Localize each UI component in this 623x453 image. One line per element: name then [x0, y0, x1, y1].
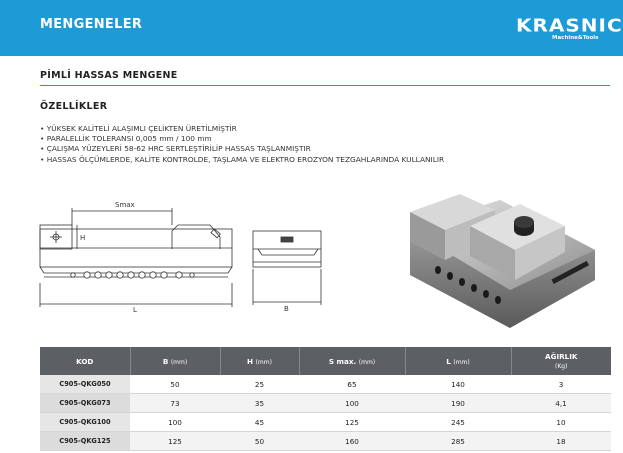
section-divider [40, 85, 610, 86]
feature-item: • PARALELLİK TOLERANSI 0,005 mm / 100 mm [40, 134, 444, 144]
technical-drawing [38, 193, 338, 323]
col-kod: KOD [40, 347, 130, 375]
logo-sub-text: Machine&Tools [552, 35, 599, 41]
table-row: C905-QKG050 50 25 65 140 3 [40, 375, 611, 394]
product-title: PİMLİ HASSAS MENGENE [40, 70, 178, 81]
smax-label: Smax [115, 201, 135, 209]
specs-table [40, 347, 611, 451]
product-photo [400, 170, 600, 330]
col-smax: S max. (mm) [299, 347, 405, 375]
h-label: H [80, 234, 86, 242]
table-header-row [40, 347, 611, 375]
brand-logo [514, 11, 623, 45]
features-list [40, 124, 444, 165]
table-row: C905-QKG125 125 50 160 285 18 [40, 432, 611, 451]
col-h: H (mm) [220, 347, 299, 375]
page-title: MENGENELER [40, 17, 143, 32]
features-title: ÖZELLİKLER [40, 101, 108, 112]
l-label: L [133, 306, 137, 314]
b-label: B [284, 305, 289, 313]
col-agirlik: AĞIRLIK (Kg) [511, 347, 611, 375]
logo-brand-text: KRASNIC [516, 14, 623, 36]
table-row: C905-QKG100 100 45 125 245 10 [40, 413, 611, 432]
feature-item: • HASSAS ÖLÇÜMLERDE, KALİTE KONTROLDE, TAŞLAMA VE ELEKTRO EROZYON TEZGAHLARINDA KULLANILIR [40, 155, 444, 165]
col-l: L (mm) [405, 347, 511, 375]
page-header [0, 0, 623, 56]
feature-item: • ÇALIŞMA YÜZEYLERİ 58-62 HRC SERTLEŞTİRİLİP HASSAS TAŞLANMIŞTIR [40, 144, 444, 154]
col-b: B (mm) [130, 347, 220, 375]
feature-item: • YÜKSEK KALİTELİ ALAŞIMLI ÇELİKTEN ÜRETİLMİŞTİR [40, 124, 444, 134]
table-row: C905-QKG073 73 35 100 190 4,1 [40, 394, 611, 413]
